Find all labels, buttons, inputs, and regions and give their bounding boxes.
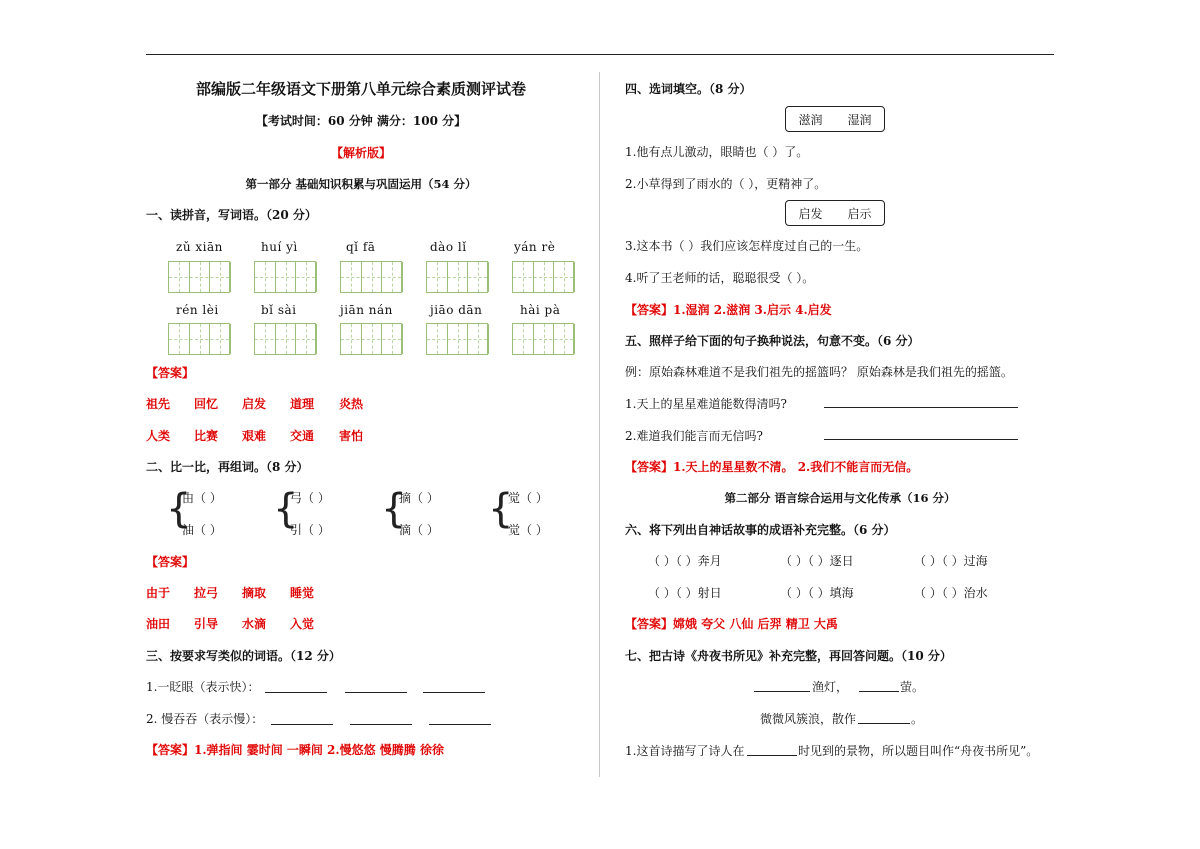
poem-text: 微微风簇浪，散作 <box>760 712 857 726</box>
q7-question: 1.这首诗描写了诗人在 <box>625 744 745 758</box>
compare-item: 油（ ） <box>182 523 222 537</box>
compare-item: 弓（ ） <box>290 491 330 505</box>
answer-blank[interactable] <box>345 692 407 693</box>
q3-item: 1.一眨眼（表示快）： <box>146 680 260 694</box>
q4-item: 3.这本书（ ）我们应该怎样度过自己的一生。 <box>625 239 869 253</box>
q1-answer: 启发 <box>242 397 267 411</box>
q4-item: 4.听了王老师的话，聪聪很受（ ）。 <box>625 271 815 285</box>
answer-blank[interactable] <box>271 724 333 725</box>
q2-heading: 二、比一比，再组词。（8 分） <box>146 460 309 474</box>
q5-heading: 五、照样子给下面的句子换种说法，句意不变。（6 分） <box>625 334 920 348</box>
column-divider <box>599 72 600 777</box>
q2-answer: 睡觉 <box>290 586 315 600</box>
version-tag: 【解析版】 <box>330 146 391 160</box>
word-choice-box <box>785 106 885 132</box>
q2-answer: 水滴 <box>242 617 267 631</box>
poem-text: 渔灯， <box>812 680 849 694</box>
q2-answer-label: 【答案】 <box>146 555 195 569</box>
q7-question: 时见到的景物，所以题目叫作“舟夜书所见”。 <box>798 744 1039 758</box>
brace-icon: { <box>166 486 192 532</box>
q4-item: 1.他有点儿激动，眼睛也（ ）了。 <box>625 145 809 159</box>
q1-answer-label: 【答案】 <box>146 366 195 380</box>
word-option: 滋润 <box>798 112 823 127</box>
compare-item: 摘（ ） <box>399 491 439 505</box>
q1-answer: 人类 <box>146 429 171 443</box>
compare-item: 引（ ） <box>290 523 330 537</box>
q1-answer: 道理 <box>290 397 315 411</box>
q2-answer: 拉弓 <box>194 586 219 600</box>
q4-item: 2.小草得到了雨水的（ ），更精神了。 <box>625 177 827 191</box>
idiom-item: （ ）（ ）逐日 <box>780 554 854 568</box>
q1-answer: 交通 <box>290 429 315 443</box>
answer-blank[interactable] <box>824 439 1018 440</box>
pinyin: zǔ xiān <box>176 240 223 254</box>
q6-answer: 【答案】嫦娥 夸父 八仙 后羿 精卫 大禹 <box>625 617 838 631</box>
pinyin: yán rè <box>514 240 556 254</box>
word-option: 启示 <box>847 206 872 221</box>
answer-blank[interactable] <box>423 692 485 693</box>
q1-heading: 一、读拼音，写词语。（20 分） <box>146 208 317 222</box>
pinyin: jiān nán <box>340 303 393 317</box>
q5-item: 2.难道我们能言而无信吗? <box>625 429 763 443</box>
writing-grid[interactable] <box>254 323 316 355</box>
q5-example: 例：原始森林难道不是我们祖先的摇篮吗？ 原始森林是我们祖先的摇篮。 <box>625 365 1013 379</box>
top-rule <box>146 54 1054 55</box>
q1-answer: 祖先 <box>146 397 171 411</box>
writing-grid[interactable] <box>426 261 488 293</box>
brace-icon: { <box>488 486 514 532</box>
q2-answer: 由于 <box>146 586 171 600</box>
word-option: 湿润 <box>847 112 872 127</box>
answer-blank[interactable] <box>859 691 899 692</box>
part1-title: 第一部分 基础知识积累与巩固运用（54 分） <box>245 177 477 191</box>
q3-answer: 【答案】1.弹指间 霎时间 一瞬间 2.慢悠悠 慢腾腾 徐徐 <box>146 743 444 757</box>
q6-heading: 六、将下列出自神话故事的成语补充完整。（6 分） <box>625 523 896 537</box>
pinyin: rén lèi <box>176 303 219 317</box>
q5-answer: 【答案】1.天上的星星数不清。 2.我们不能言而无信。 <box>625 460 919 474</box>
writing-grid[interactable] <box>340 261 402 293</box>
writing-grid[interactable] <box>512 323 574 355</box>
answer-blank[interactable] <box>754 691 810 692</box>
idiom-item: （ ）（ ）治水 <box>914 586 988 600</box>
paper-title: 部编版二年级语文下册第八单元综合素质测评试卷 <box>195 80 526 98</box>
q1-answer: 害怕 <box>339 429 364 443</box>
q3-heading: 三、按要求写类似的词语。（12 分） <box>146 649 341 663</box>
q1-answer: 回忆 <box>194 397 219 411</box>
exam-info: 【考试时间：60 分钟 满分：100 分】 <box>255 114 467 128</box>
writing-grid[interactable] <box>426 323 488 355</box>
word-option: 启发 <box>798 206 823 221</box>
q7-heading: 七、把古诗《舟夜书所见》补充完整，再回答问题。（10 分） <box>625 649 952 663</box>
q2-answer: 油田 <box>146 617 171 631</box>
pinyin: jiāo dān <box>430 303 483 317</box>
writing-grid[interactable] <box>340 323 402 355</box>
pinyin: huí yì <box>261 240 298 254</box>
answer-blank[interactable] <box>824 407 1018 408</box>
q4-heading: 四、选词填空。（8 分） <box>625 82 752 96</box>
brace-icon: { <box>381 486 407 532</box>
compare-item: 由（ ） <box>182 491 222 505</box>
answer-blank[interactable] <box>747 755 797 756</box>
q1-answer: 炎热 <box>339 397 364 411</box>
poem-text: 萤。 <box>900 680 925 694</box>
writing-grid[interactable] <box>512 261 574 293</box>
q5-item: 1.天上的星星难道能数得清吗? <box>625 397 787 411</box>
answer-blank[interactable] <box>858 723 910 724</box>
answer-blank[interactable] <box>350 724 412 725</box>
answer-blank[interactable] <box>265 692 327 693</box>
q2-answer: 摘取 <box>242 586 267 600</box>
q1-answer: 艰难 <box>242 429 267 443</box>
idiom-item: （ ）（ ）奔月 <box>648 554 722 568</box>
idiom-item: （ ）（ ）射日 <box>648 586 722 600</box>
poem-text: 。 <box>911 712 924 726</box>
writing-grid[interactable] <box>168 261 230 293</box>
answer-blank[interactable] <box>429 724 491 725</box>
idiom-item: （ ）（ ）填海 <box>780 586 854 600</box>
word-choice-box <box>785 200 885 226</box>
compare-item: 觉（ ） <box>508 491 548 505</box>
pinyin: qǐ fā <box>346 240 376 254</box>
pinyin: dào lǐ <box>430 240 467 254</box>
writing-grid[interactable] <box>168 323 230 355</box>
part2-title: 第二部分 语言综合运用与文化传承（16 分） <box>724 491 956 505</box>
compare-item: 滴（ ） <box>399 523 439 537</box>
q1-answer: 比赛 <box>194 429 219 443</box>
q2-answer: 引导 <box>194 617 219 631</box>
brace-icon: { <box>273 486 299 532</box>
idiom-item: （ ）（ ）过海 <box>914 554 988 568</box>
q4-answer: 【答案】1.湿润 2.滋润 3.启示 4.启发 <box>625 303 832 317</box>
q3-item: 2. 慢吞吞（表示慢）： <box>146 712 264 726</box>
pinyin: hài pà <box>520 303 561 317</box>
writing-grid[interactable] <box>254 261 316 293</box>
q2-answer: 入觉 <box>290 617 315 631</box>
compare-item: 觉（ ） <box>508 523 548 537</box>
pinyin: bǐ sài <box>261 303 297 317</box>
